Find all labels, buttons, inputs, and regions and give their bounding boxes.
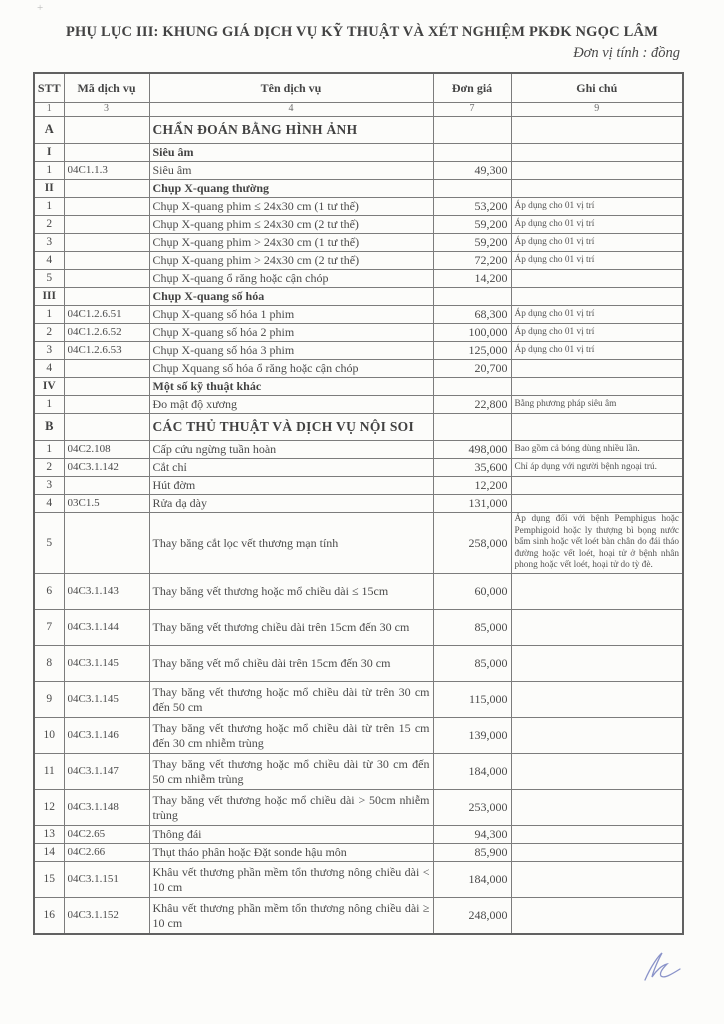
unit-price-cell: 115,000 [433, 682, 511, 718]
service-code-cell [64, 378, 149, 396]
stt-cell: 3 [34, 342, 64, 360]
table-row [34, 513, 683, 574]
col-header-note: Ghi chú [511, 73, 683, 103]
stt-cell: 9 [34, 682, 64, 718]
service-code-cell: 03C1.5 [64, 495, 149, 513]
service-code-cell: 04C1.1.3 [64, 162, 149, 180]
service-code-cell: 04C2.65 [64, 826, 149, 844]
service-name-cell: Thay băng vết mổ chiều dài trên 15cm đến 30 cm [149, 646, 433, 682]
scan-artifact: + [37, 2, 44, 14]
service-name-cell: Thông đái [149, 826, 433, 844]
section-row [34, 288, 683, 306]
note-cell [511, 144, 683, 162]
note-cell [511, 270, 683, 288]
stt-cell: 4 [34, 495, 64, 513]
service-code-cell [64, 414, 149, 441]
stt-cell: B [34, 414, 64, 441]
service-code-cell: 04C3.1.144 [64, 610, 149, 646]
table-row [34, 754, 683, 790]
note-cell [511, 477, 683, 495]
unit-price-cell: 94,300 [433, 826, 511, 844]
service-name-cell: Thay băng cắt lọc vết thương mạn tính [149, 513, 433, 574]
note-cell: Áp dụng cho 01 vị trí [511, 306, 683, 324]
price-table [33, 72, 684, 935]
stt-cell: 5 [34, 270, 64, 288]
service-name-cell: Thay băng vết thương hoặc mổ chiều dài từ trên 15 cm đến 30 cm nhiễm trùng [149, 718, 433, 754]
section-row [34, 144, 683, 162]
unit-price-cell: 184,000 [433, 754, 511, 790]
unit-price-cell: 125,000 [433, 342, 511, 360]
col-header-unit-price: Đơn giá [433, 73, 511, 103]
service-name-cell: Chụp X-quang ổ răng hoặc cận chóp [149, 270, 433, 288]
stt-cell: 8 [34, 646, 64, 682]
service-name-cell: Chụp X-quang phim ≤ 24x30 cm (2 tư thế) [149, 216, 433, 234]
stt-cell: 1 [34, 162, 64, 180]
note-cell [511, 414, 683, 441]
unit-price-cell: 59,200 [433, 216, 511, 234]
table-row [34, 495, 683, 513]
unit-price-cell [433, 378, 511, 396]
note-cell: Chỉ áp dụng với người bệnh ngoại trú. [511, 459, 683, 477]
unit-price-cell [433, 117, 511, 144]
service-code-cell [64, 117, 149, 144]
table-row [34, 396, 683, 414]
service-name-cell: Rửa dạ dày [149, 495, 433, 513]
stt-cell: 16 [34, 898, 64, 935]
unit-price-cell: 59,200 [433, 234, 511, 252]
unit-price-cell: 12,200 [433, 477, 511, 495]
unit-price-cell: 253,000 [433, 790, 511, 826]
section-row [34, 378, 683, 396]
stt-cell: 2 [34, 459, 64, 477]
note-cell [511, 682, 683, 718]
unit-price-cell: 85,900 [433, 844, 511, 862]
table-row [34, 198, 683, 216]
table-row [34, 324, 683, 342]
service-code-cell [64, 360, 149, 378]
service-code-cell: 04C1.2.6.51 [64, 306, 149, 324]
col-header-stt: STT [34, 73, 64, 103]
service-code-cell: 04C3.1.142 [64, 459, 149, 477]
stt-cell: I [34, 144, 64, 162]
stt-cell: 13 [34, 826, 64, 844]
table-row [34, 342, 683, 360]
service-name-cell: Chụp X-quang phim > 24x30 cm (2 tư thế) [149, 252, 433, 270]
service-name-cell: Khâu vết thương phần mềm tổn thương nông chiều dài ≥ 10 cm [149, 898, 433, 935]
unit-price-cell: 85,000 [433, 646, 511, 682]
column-number: 4 [149, 103, 433, 117]
stt-cell: 1 [34, 396, 64, 414]
service-code-cell [64, 198, 149, 216]
service-code-cell [64, 216, 149, 234]
table-row [34, 682, 683, 718]
table-row [34, 574, 683, 610]
service-code-cell [64, 288, 149, 306]
service-name-cell: Đo mật độ xương [149, 396, 433, 414]
unit-price-cell [433, 414, 511, 441]
service-code-cell [64, 477, 149, 495]
stt-cell: 10 [34, 718, 64, 754]
stt-cell: 4 [34, 252, 64, 270]
service-code-cell: 04C1.2.6.53 [64, 342, 149, 360]
stt-cell: 1 [34, 198, 64, 216]
service-name-cell: Một số kỹ thuật khác [149, 378, 433, 396]
note-cell: Áp dụng cho 01 vị trí [511, 234, 683, 252]
service-name-cell: Khâu vết thương phần mềm tổn thương nông chiều dài < 10 cm [149, 862, 433, 898]
column-number-row [34, 103, 683, 117]
stt-cell: IV [34, 378, 64, 396]
note-cell [511, 754, 683, 790]
note-cell: Áp dụng cho 01 vị trí [511, 252, 683, 270]
table-row [34, 718, 683, 754]
service-name-cell: CÁC THỦ THUẬT VÀ DỊCH VỤ NỘI SOI [149, 414, 433, 441]
unit-price-cell [433, 180, 511, 198]
section-row [34, 117, 683, 144]
service-code-cell: 04C3.1.147 [64, 754, 149, 790]
unit-price-cell: 35,600 [433, 459, 511, 477]
service-name-cell: Hút đờm [149, 477, 433, 495]
service-name-cell: Chụp X-quang số hóa [149, 288, 433, 306]
service-name-cell: Chụp X-quang số hóa 1 phim [149, 306, 433, 324]
unit-note: Đơn vị tính : đồng [573, 45, 680, 61]
stt-cell: 5 [34, 513, 64, 574]
table-row [34, 477, 683, 495]
table-row [34, 898, 683, 935]
service-code-cell: 04C2.66 [64, 844, 149, 862]
service-code-cell: 04C3.1.152 [64, 898, 149, 935]
service-name-cell: Chụp X-quang số hóa 2 phim [149, 324, 433, 342]
page-title: PHỤ LỤC III: KHUNG GIÁ DỊCH VỤ KỸ THUẬT VÀ XÉT NGHIỆM PKĐK NGỌC LÂM [65, 24, 659, 40]
stt-cell: 2 [34, 216, 64, 234]
note-cell [511, 646, 683, 682]
service-code-cell [64, 252, 149, 270]
service-code-cell: 04C3.1.145 [64, 646, 149, 682]
unit-price-cell: 258,000 [433, 513, 511, 574]
table-row [34, 162, 683, 180]
table-row [34, 844, 683, 862]
service-code-cell [64, 144, 149, 162]
unit-price-cell: 248,000 [433, 898, 511, 935]
column-number: 9 [511, 103, 683, 117]
col-header-service-name: Tên dịch vụ [149, 73, 433, 103]
col-header-service-code: Mã dịch vụ [64, 73, 149, 103]
column-number: 7 [433, 103, 511, 117]
stt-cell: 1 [34, 306, 64, 324]
note-cell [511, 288, 683, 306]
stt-cell: 12 [34, 790, 64, 826]
service-code-cell: 04C3.1.148 [64, 790, 149, 826]
stt-cell: 3 [34, 477, 64, 495]
stt-cell: 11 [34, 754, 64, 790]
unit-price-cell: 131,000 [433, 495, 511, 513]
note-cell [511, 117, 683, 144]
stt-cell: III [34, 288, 64, 306]
section-row [34, 414, 683, 441]
service-name-cell: Chụp X-quang số hóa 3 phim [149, 342, 433, 360]
service-code-cell [64, 234, 149, 252]
unit-price-cell: 60,000 [433, 574, 511, 610]
note-cell [511, 862, 683, 898]
note-cell [511, 844, 683, 862]
service-code-cell: 04C3.1.145 [64, 682, 149, 718]
table-row [34, 252, 683, 270]
note-cell [511, 360, 683, 378]
unit-price-cell [433, 144, 511, 162]
column-number: 1 [34, 103, 64, 117]
note-cell: Áp dụng cho 01 vị trí [511, 216, 683, 234]
note-cell [511, 898, 683, 935]
note-cell [511, 610, 683, 646]
table-row [34, 360, 683, 378]
table-row [34, 306, 683, 324]
section-row [34, 180, 683, 198]
note-cell [511, 718, 683, 754]
unit-price-cell: 53,200 [433, 198, 511, 216]
handwritten-initials-icon [630, 948, 686, 990]
stt-cell: 4 [34, 360, 64, 378]
note-cell: Áp dụng đối với bệnh Pemphigus hoặc Pemphigoid hoặc ly thượng bì bọng nước bẩm sinh hoặc vết loét bàn chân do đái tháo đường hoặc vết loét, hoại tử ở bệnh nhân phong hoặc vết loét, hoại tử do tỳ đè. [511, 513, 683, 574]
table-row [34, 862, 683, 898]
note-cell [511, 826, 683, 844]
unit-price-cell: 49,300 [433, 162, 511, 180]
stt-cell: 2 [34, 324, 64, 342]
unit-price-cell: 68,300 [433, 306, 511, 324]
unit-price-cell: 498,000 [433, 441, 511, 459]
service-code-cell [64, 180, 149, 198]
unit-price-cell: 139,000 [433, 718, 511, 754]
note-cell [511, 574, 683, 610]
note-cell [511, 495, 683, 513]
service-name-cell: Siêu âm [149, 144, 433, 162]
service-name-cell: Chụp X-quang phim > 24x30 cm (1 tư thế) [149, 234, 433, 252]
table-header-row [34, 73, 683, 103]
service-code-cell [64, 396, 149, 414]
service-name-cell: Thay băng vết thương hoặc mổ chiều dài từ trên 30 cm đến 50 cm [149, 682, 433, 718]
service-name-cell: Thay băng vết thương hoặc mổ chiều dài > 50cm nhiễm trùng [149, 790, 433, 826]
unit-price-cell [433, 288, 511, 306]
service-code-cell: 04C3.1.151 [64, 862, 149, 898]
stt-cell: 14 [34, 844, 64, 862]
note-cell: Bằng phương pháp siêu âm [511, 396, 683, 414]
column-number: 3 [64, 103, 149, 117]
table-row [34, 610, 683, 646]
service-name-cell: Siêu âm [149, 162, 433, 180]
service-code-cell [64, 270, 149, 288]
table-row [34, 459, 683, 477]
stt-cell: 1 [34, 441, 64, 459]
note-cell: Áp dụng cho 01 vị trí [511, 324, 683, 342]
table-row [34, 270, 683, 288]
service-code-cell [64, 513, 149, 574]
unit-price-cell: 85,000 [433, 610, 511, 646]
service-name-cell: Thay băng vết thương hoặc mổ chiều dài ≤ 15cm [149, 574, 433, 610]
stt-cell: A [34, 117, 64, 144]
table-row [34, 646, 683, 682]
unit-price-cell: 72,200 [433, 252, 511, 270]
table-row [34, 234, 683, 252]
service-name-cell: Chụp Xquang số hóa ổ răng hoặc cận chóp [149, 360, 433, 378]
stt-cell: II [34, 180, 64, 198]
note-cell [511, 180, 683, 198]
service-code-cell: 04C3.1.146 [64, 718, 149, 754]
note-cell [511, 790, 683, 826]
service-name-cell: CHẨN ĐOÁN BẰNG HÌNH ẢNH [149, 117, 433, 144]
note-cell: Áp dụng cho 01 vị trí [511, 198, 683, 216]
service-name-cell: Cắt chỉ [149, 459, 433, 477]
service-name-cell: Chụp X-quang thường [149, 180, 433, 198]
service-name-cell: Thụt tháo phân hoặc Đặt sonde hậu môn [149, 844, 433, 862]
unit-price-cell: 14,200 [433, 270, 511, 288]
note-cell: Bao gồm cả bóng dùng nhiều lần. [511, 441, 683, 459]
note-cell [511, 162, 683, 180]
service-code-cell: 04C3.1.143 [64, 574, 149, 610]
note-cell [511, 378, 683, 396]
stt-cell: 3 [34, 234, 64, 252]
stt-cell: 6 [34, 574, 64, 610]
table-row [34, 826, 683, 844]
service-name-cell: Chụp X-quang phim ≤ 24x30 cm (1 tư thế) [149, 198, 433, 216]
unit-price-cell: 100,000 [433, 324, 511, 342]
unit-price-cell: 20,700 [433, 360, 511, 378]
unit-price-cell: 22,800 [433, 396, 511, 414]
service-name-cell: Thay băng vết thương hoặc mổ chiều dài từ 30 cm đến 50 cm nhiễm trùng [149, 754, 433, 790]
service-name-cell: Cấp cứu ngừng tuần hoàn [149, 441, 433, 459]
unit-price-cell: 184,000 [433, 862, 511, 898]
stt-cell: 7 [34, 610, 64, 646]
table-row [34, 790, 683, 826]
table-body [34, 117, 683, 935]
service-code-cell: 04C1.2.6.52 [64, 324, 149, 342]
service-name-cell: Thay băng vết thương chiều dài trên 15cm đến 30 cm [149, 610, 433, 646]
table-row [34, 441, 683, 459]
note-cell: Áp dụng cho 01 vị trí [511, 342, 683, 360]
stt-cell: 15 [34, 862, 64, 898]
service-code-cell: 04C2.108 [64, 441, 149, 459]
table-row [34, 216, 683, 234]
